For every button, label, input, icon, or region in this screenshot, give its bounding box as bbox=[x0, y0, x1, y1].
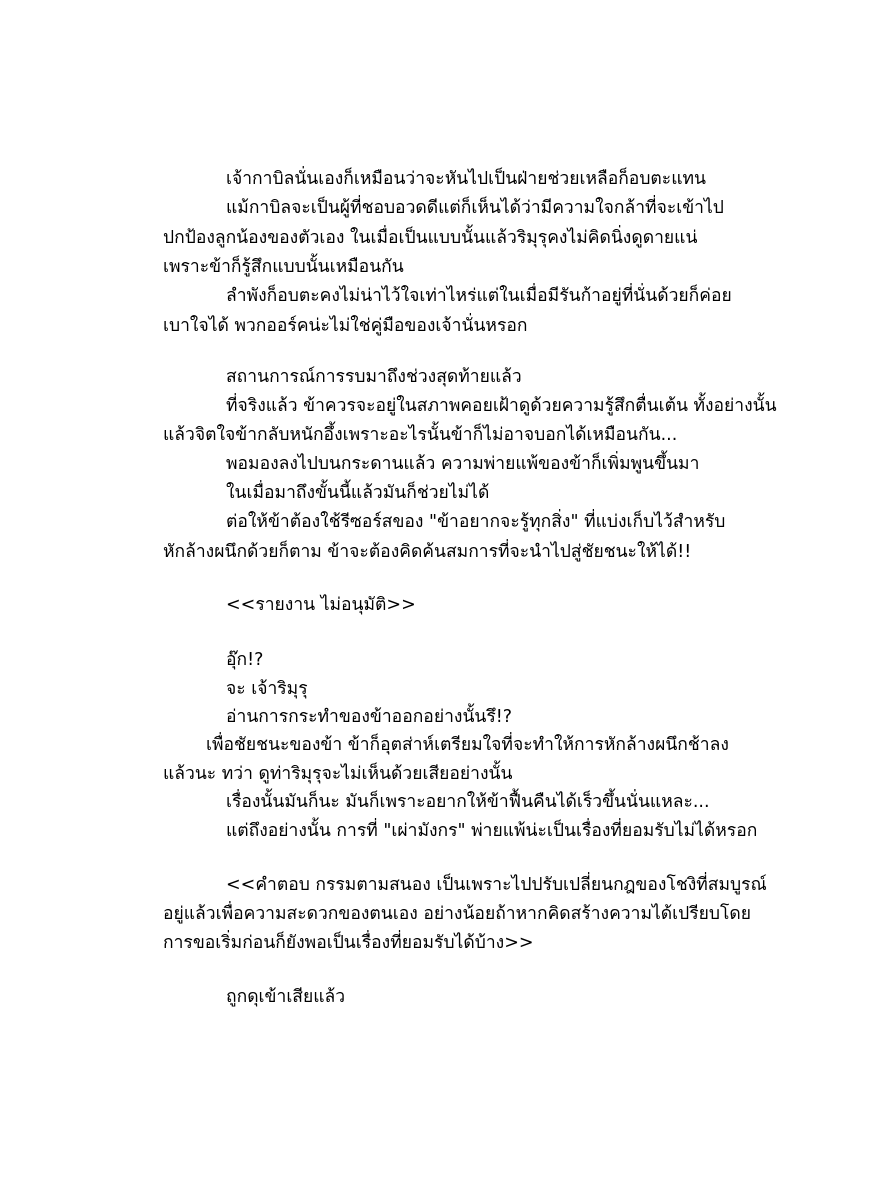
text-line: ที่จริงแล้ว ข้าควรจะอยู่ในสภาพคอยเฝ้าดูด้วยความรู้สึกตื่นเต้น ทั้งอย่างนั้น bbox=[226, 396, 777, 416]
text-line: <<คำตอบ กรรมตามสนอง เป็นเพราะไปปรับเปลี่ยนกฎของโชงิที่สมบูรณ์ bbox=[226, 875, 767, 895]
text-line: เบาใจได้ พวกออร์คน่ะไม่ใช่คู่มือของเจ้านั่นหรอก bbox=[163, 316, 528, 336]
text-line: การขอเริ่มก่อนก็ยังพอเป็นเรื่องที่ยอมรับได้บ้าง>> bbox=[163, 933, 534, 953]
text-line: เพื่อชัยชนะของข้า ข้าก็อุตส่าห์เตรียมใจที่จะทำให้การหักล้างผนึกช้าลง bbox=[206, 735, 729, 755]
text-line: สถานการณ์การรบมาถึงช่วงสุดท้ายแล้ว bbox=[226, 367, 522, 387]
text-line: <<รายงาน ไม่อนุมัติ>> bbox=[226, 595, 416, 615]
text-line: ในเมื่อมาถึงขั้นนี้แล้วมันก็ช่วยไม่ได้ bbox=[226, 483, 490, 503]
text-line: พอมองลงไปบนกระดานแล้ว ความพ่ายแพ้ของข้าก็เพิ่มพูนขึ้นมา bbox=[226, 454, 700, 474]
text-line: แล้วจิตใจข้ากลับหนักอึ้งเพราะอะไรนั้นข้าก็ไม่อาจบอกได้เหมือนกัน... bbox=[163, 425, 678, 445]
text-line: เจ้ากาบิลนั่นเองก็เหมือนว่าจะหันไปเป็นฝ่ายช่วยเหลือก็อบตะแทน bbox=[226, 169, 706, 189]
text-line: ลำพังก็อบตะคงไม่น่าไว้ใจเท่าไหร่แต่ในเมื่อมีรันก้าอยู่ที่นั่นด้วยก็ค่อย bbox=[226, 286, 732, 306]
text-line: แล้วนะ ทว่า ดูท่าริมุรุจะไม่เห็นด้วยเสียอย่างนั้น bbox=[163, 764, 513, 784]
text-line: อุ๊ก!? bbox=[226, 650, 264, 670]
text-line: หักล้างผนึกด้วยก็ตาม ข้าจะต้องคิดค้นสมการที่จะนำไปสู่ชัยชนะให้ได้!! bbox=[163, 542, 692, 562]
text-line: อ่านการกระทำของข้าออกอย่างนั้นรึ!? bbox=[226, 707, 513, 727]
text-line: จะ เจ้าริมุรุ bbox=[226, 679, 308, 699]
text-line: ต่อให้ข้าต้องใช้รีซอร์สของ "ข้าอยากจะรู้ทุกสิ่ง" ที่แบ่งเก็บไว้สำหรับ bbox=[226, 512, 726, 532]
text-line: อยู่แล้วเพื่อความสะดวกของตนเอง อย่างน้อยถ้าหากคิดสร้างความได้เปรียบโดย bbox=[163, 904, 752, 924]
text-line: แม้กาบิลจะเป็นผู้ที่ชอบอวดดีแต่ก็เห็นได้ว่ามีความใจกล้าที่จะเข้าไป bbox=[226, 198, 724, 218]
text-line: ถูกดุเข้าเสียแล้ว bbox=[226, 987, 346, 1007]
text-line: แต่ถึงอย่างนั้น การที่ "เผ่ามังกร" พ่ายแพ้น่ะเป็นเรื่องที่ยอมรับไม่ได้หรอก bbox=[226, 821, 758, 841]
text-line: ปกป้องลูกน้องของตัวเอง ในเมื่อเป็นแบบนั้นแล้วริมุรุคงไม่คิดนิ่งดูดายแน่ bbox=[163, 228, 698, 248]
text-line: เรื่องนั้นมันก็นะ มันก็เพราะอยากให้ข้าฟื้นคืนได้เร็วขึ้นนั่นแหละ... bbox=[226, 792, 710, 812]
text-line: เพราะข้าก็รู้สึกแบบนั้นเหมือนกัน bbox=[163, 257, 404, 277]
